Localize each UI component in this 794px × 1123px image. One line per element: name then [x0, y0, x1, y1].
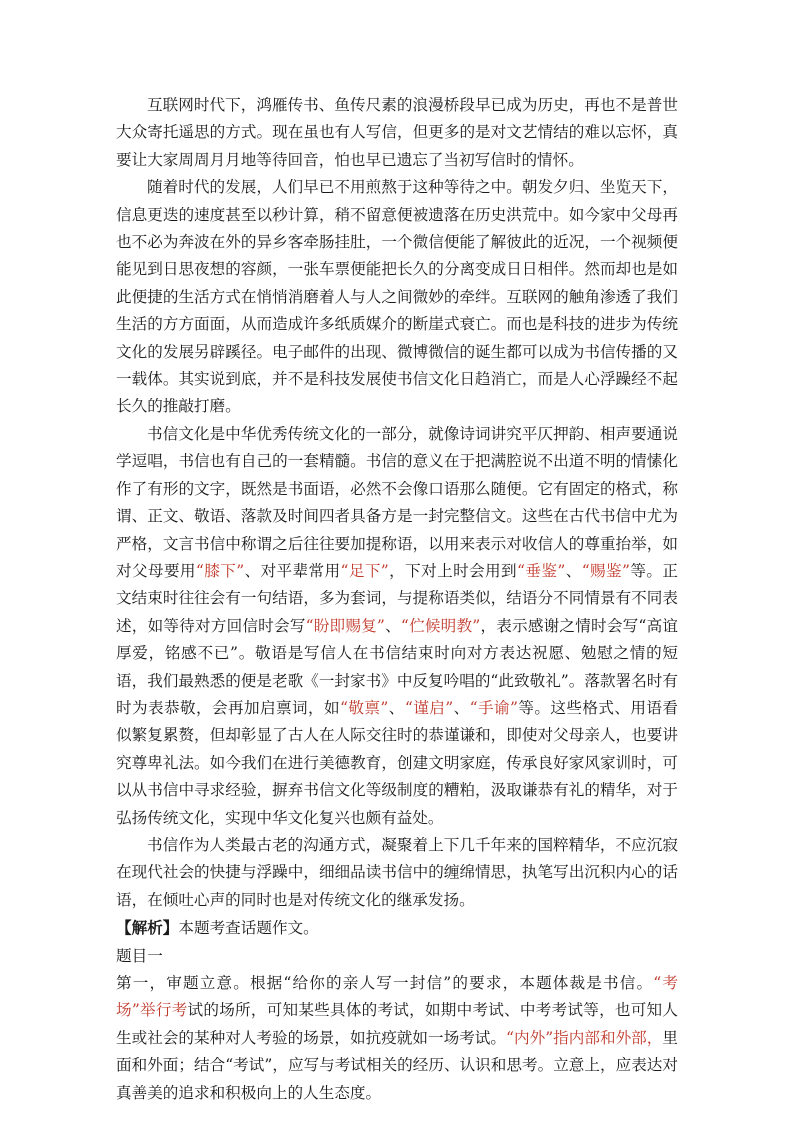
- highlighted-term: “盼即赐复”: [305, 616, 385, 635]
- text-run: 等。正文结束时往往会有一句结语，多为套词，与提称语类似，结语分不同情景有不同表述，如等待对方回信时会写: [116, 561, 678, 635]
- analysis-line: [116, 914, 678, 942]
- text-run: 书信文化是中华优秀传统文化的一部分，就像诗词讲究平仄押韵、相声要通说学逗唱，书信也有自己的一套精髓。书信的意义在于把满腔说不出道不明的情愫化作了有形的文字，既然是书面语，必然不会像口语那么随便。它有固定的格式，称谓、正文、敬语、落款及时间四者具备方是一封完整信文。这些在古代书信中尤为严格，文言书信中称谓之后往往要加提称语，以用来表示对收信人的尊重抬举，如对父母要用: [116, 424, 678, 580]
- essay-paragraph-2: 随着时代的发展，人们早已不用煎熬于这种等待之中。朝发夕归、坐览天下，信息更迭的速度甚至以秒计算，稍不留意便被遗落在历史洪荒中。如今家中父母再也不必为奔波在外的异乡客牵肠挂肚，一个微信便能了解彼此的近况，一个视频便能见到日思夜想的容颜，一张车票便能把长久的分离变成日日相伴。然而却也是如此便捷的生活方式在悄悄消磨着人与人之间微妙的牵绊。互联网的触角渗透了我们生活的方方面面，从而造成许多纸质媒介的断崖式衰亡。而也是科技的进步为传统文化的发展另辟蹊径。电子邮件的出现、微博微信的诞生都可以成为书信传播的又一载体。其实说到底，并不是科技发展使书信文化日趋消亡，而是人心浮躁经不起长久的推敲打磨。: [116, 178, 678, 416]
- text-run: 试的场所，可知某些具体的考试，如期中考试、中考考试等，也可知人生或社会的某种对人考验的场景，如抗疫就如一场考试。: [116, 1001, 678, 1047]
- text-run: 、: [384, 616, 401, 635]
- essay-paragraph-4: 书信作为人类最古老的沟通方式，凝聚着上下几千年来的国粹精华，不应沉寂在现代社会的快捷与浮躁中，细细品读书信中的缠绵情思，执笔写出沉积内心的话语，在倾吐心声的同时也是对传统文化的继承发扬。: [116, 835, 678, 909]
- text-run: 等。这些格式、用语看似繁复累赘，但却彰显了古人在人际交往时的恭谨谦和，即使对父母亲人，也要讲究尊卑礼法。如今我们在进行美德教育，创建文明家庭，传承良好家风家训时，可以从书信中寻求经验，摒弃书信文化等级制度的糟粕，汲取谦恭有礼的精华，对于弘扬传统文化，实现中华文化复兴也颇有益处。: [116, 698, 678, 827]
- essay-paragraph-3: [116, 421, 678, 832]
- text-run: ，下对上时会用到: [388, 561, 518, 580]
- highlighted-term: “内外”指内部和外部，: [506, 1028, 663, 1047]
- text-run: 、: [453, 698, 470, 717]
- highlighted-term: “手谕”: [469, 698, 518, 717]
- text-run: 、: [388, 698, 405, 717]
- text-run: 、: [565, 561, 582, 580]
- text-run: 第一，审题立意。根据“给你的亲人写一封信”的要求，本题体裁是书信。: [116, 974, 654, 992]
- analysis-label: 【解析】: [116, 918, 179, 938]
- highlighted-term: “垂鉴”: [517, 561, 566, 580]
- text-run: ，表示感谢之情时会写“高谊厚爱，铭感不已”。敬语是写信人在书信结束时向对方表达祝愿、勉慰之情的短语，我们最熟悉的便是老歌《一封家书》中反复吟唱的“此致敬礼”。落款署名时有时为表恭敬，会再加启禀词，如: [116, 616, 678, 717]
- highlighted-term: “膝下”: [195, 561, 245, 580]
- text-run: 里面和外面；结合“考试”，应写与考试相关的经历、认识和思考。立意上，应表达对真善美的追求和积极向上的人生态度。: [116, 1028, 678, 1102]
- highlighted-term: “敬禀”: [340, 698, 389, 717]
- highlighted-term: “伫候明教”: [400, 616, 481, 635]
- analysis-paragraph: [116, 970, 678, 1107]
- document-content: [116, 92, 678, 1107]
- highlighted-term: “足下”: [340, 561, 389, 580]
- highlighted-term: “谨启”: [404, 698, 454, 717]
- section-title: 题目一: [116, 946, 163, 965]
- analysis-text: 本题考查话题作文。: [178, 919, 319, 938]
- highlighted-term: “赐鉴”: [581, 561, 630, 580]
- text-run: 、对平辈常用: [244, 561, 341, 580]
- essay-paragraph-1: 互联网时代下，鸿雁传书、鱼传尺素的浪漫桥段早已成为历史，再也不是普世大众寄托遥思的方式。现在虽也有人写信，但更多的是对文艺情结的难以忘怀，真要让大家周周月月地等待回音，怕也早已遗忘了当初写信时的情怀。: [116, 96, 678, 169]
- highlighted-term: “考场”举行考: [116, 974, 678, 1020]
